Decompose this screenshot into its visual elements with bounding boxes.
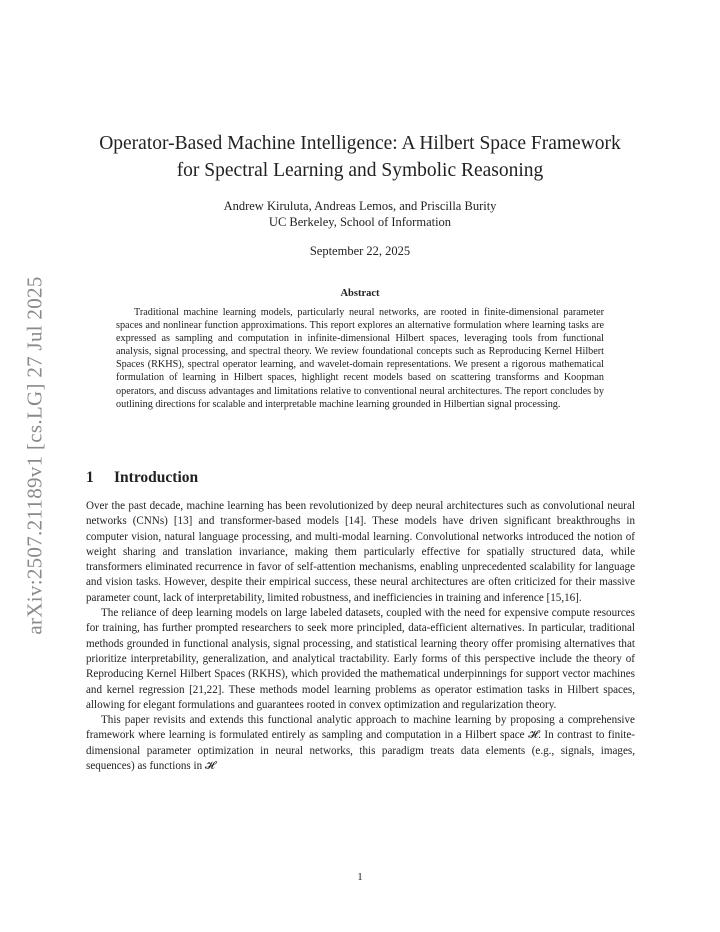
abstract-heading: Abstract xyxy=(340,288,380,299)
author-block xyxy=(80,198,640,230)
section-number: 1 xyxy=(86,469,94,486)
paragraph: Over the past decade, machine learning has been revolutionized by deep neural architectures such as convolutional neural networks (CNNs) [13] and transformer-based models [14]. These models have driven significant breakthroughs in computer vision, natural language processing, and multi-modal learning. Convolutional networks introduced the notion of weight sharing and translation invariance, making them particularly effective for spatially structured data, while transformers eliminated recurrence in favor of self-attention mechanisms, enabling unprecedented scalability for language and vision tasks. However, despite their empirical success, these neural architectures are often criticized for their massive parameter count, lack of interpretability, limited robustness, and inefficiencies in training and inference [15,16]. xyxy=(86,500,635,604)
body-text xyxy=(86,499,635,774)
authors: Andrew Kiruluta, Andreas Lemos, and Priscilla Burity xyxy=(223,199,497,213)
abstract-text: Traditional machine learning models, particularly neural networks, are rooted in finite-dimensional parameter spaces and nonlinear function approximations. This report explores an alternative formulation where learning tasks are expressed as sampling and computation in infinite-dimensional Hilbert spaces, leveraging tools from functional analysis, signal processing, and spectral theory. We review foundational concepts such as Reproducing Kernel Hilbert Spaces (RKHS), spectral operator learning, and wavelet-domain representations. We present a rigorous mathematical formulation of learning in Hilbert spaces, highlight recent models based on scattering transforms and Koopman operators, and discuss advantages and limitations relative to conventional neural architectures. The report concludes by outlining directions for scalable and interpretable machine learning grounded in Hilbertian signal processing. xyxy=(116,307,604,410)
title-line-2: for Spectral Learning and Symbolic Reasoning xyxy=(176,160,544,181)
paper-title xyxy=(80,130,640,184)
paragraph: This paper revisits and extends this functional analytic approach to machine learning by proposing a comprehensive framework where learning is formulated entirely as sampling and computation in a Hilbert space 𝓗. In contrast to finite-dimensional parameter optimization in neural networks, this paradigm treats data elements (e.g., signals, images, sequences) as functions in 𝓗 xyxy=(86,714,635,773)
page-number: 1 xyxy=(357,871,363,883)
paragraph: The reliance of deep learning models on large labeled datasets, coupled with the need for expensive compute resources for training, has further prompted researchers to seek more principled, data-efficient alternatives. In particular, traditional methods grounded in functional analysis, signal processing, and statistical learning theory offer promising alternatives that prioritize interpretability, generalization, and analytical tractability. Early forms of this perspective include the theory of Reproducing Kernel Hilbert Spaces (RKHS), which provided the mathematical underpinnings for support vector machines and kernel regression [21,22]. These methods model learning problems as operator estimation tasks in Hilbert spaces, allowing for elegant formulations and guarantees rooted in convex optimization and regularization theory. xyxy=(86,607,635,711)
section-heading xyxy=(86,469,198,487)
arxiv-identifier-text: arXiv:2507.21189v1 [cs.LG] 27 Jul 2025 xyxy=(22,275,47,635)
title-line-1: Operator-Based Machine Intelligence: A Hilbert Space Framework xyxy=(99,133,621,154)
paper-date: September 22, 2025 xyxy=(309,244,411,258)
affiliation: UC Berkeley, School of Information xyxy=(268,215,452,229)
section-title: Introduction xyxy=(114,469,199,486)
arxiv-identifier xyxy=(22,265,48,645)
